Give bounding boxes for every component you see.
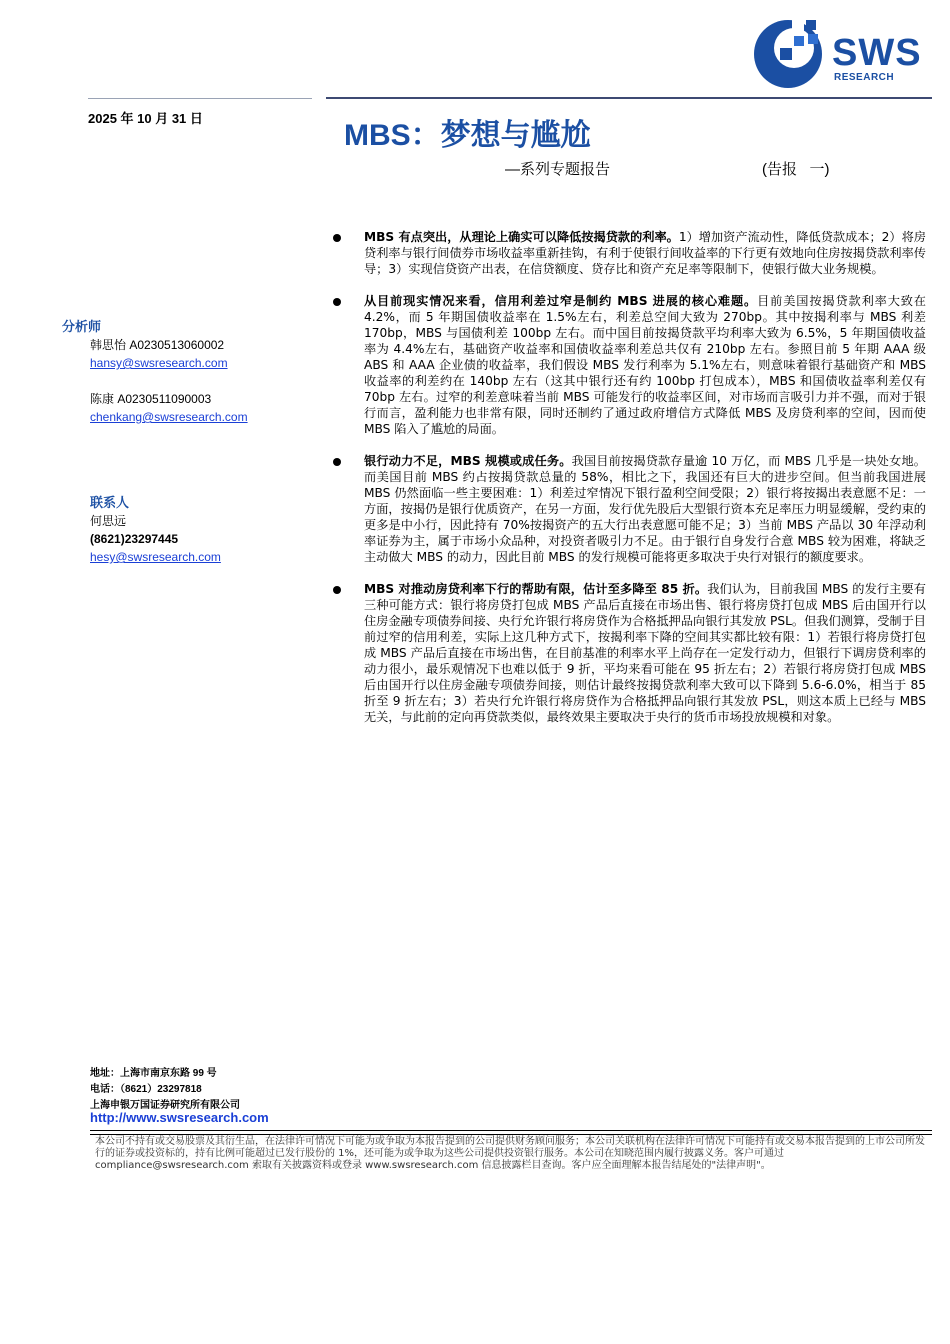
logo-subtext: RESEARCH bbox=[834, 72, 895, 83]
footer-rule bbox=[90, 1130, 932, 1131]
contact-title: 联系人 bbox=[90, 495, 130, 510]
report-type: (告报 一) bbox=[762, 161, 830, 178]
footer-url[interactable]: http://www.swsresearch.com bbox=[90, 1110, 269, 1125]
footer-rule bbox=[90, 1134, 932, 1135]
header-rule-left bbox=[88, 98, 312, 99]
key-point-lead: 从目前现实情况来看，信用利差过窄是制约 MBS 进展的核心难题。 bbox=[364, 294, 758, 308]
disclaimer: 本公司不持有或交易股票及其衍生品，在法律许可情况下可能为或争取为本报告提到的公司提供财务顾问服务；本公司关联机构在法律许可情况下可能持有或交易本报告提到的上市公司所发行的证券或投资标的，持有比例可能超过已发行股份的 1%，还可能为或争取为这些公司提供投资银行服务。本公司在知晓范围内履行披露义务。客户可通过 compliance@swsresearch.com 索取有关披露资料或登录 www.swsresearch.com 信息披露栏目查询。客户应全面理解本报告结尾处的"法律声明"。 bbox=[95, 1136, 925, 1171]
header-rule-right bbox=[326, 97, 932, 99]
analyst-2-name: 陈康 A0230511090003 bbox=[90, 392, 212, 406]
key-point bbox=[330, 293, 926, 437]
key-point bbox=[330, 581, 926, 725]
key-point-body: 我国目前按揭贷款存量逾 10 万亿，而 MBS 几乎是一块处女地。而美国目前 MBS 约占按揭贷款总量的 58%，相比之下，我国还有巨大的进步空间。但当前我国进展 MBS 仍然面临一些主要困难：1）利差过窄情况下银行盈利空间受限；2）银行将按揭出表意愿不足：一方面，按揭仍是银行优质资产，在另一方面，发行优先股后大型银行资本充足率压力明显缓解，受约束的更多是中小行，因此持有 70%按揭资产的五大行出表意愿可能不足；3）当前 MBS 产品以 30 年浮动利率证券为主，属于市场小众品种，对投资者吸引力不足。由于银行自身发行合意 MBS 较为困难，将缺乏主动做大 MBS 的动力，因此目前 MBS 的发行规模可能将更多取决于央行对银行的额度要求。 bbox=[364, 454, 926, 564]
footer-phone: 电话：（8621）23297818 bbox=[90, 1084, 202, 1095]
footer-company: 上海申银万国证券研究所有限公司 bbox=[90, 1100, 240, 1111]
bullet-dot-icon bbox=[333, 234, 341, 242]
key-point bbox=[330, 453, 926, 565]
contact-phone: (8621)23297445 bbox=[90, 532, 179, 546]
bullet-dot-icon bbox=[333, 458, 341, 466]
key-point-lead: MBS 对推动房贷利率下行的帮助有限，估计至多降至 85 折。 bbox=[364, 582, 708, 596]
report-title: MBS：梦想与尴尬 bbox=[344, 119, 591, 152]
key-points bbox=[330, 229, 926, 741]
report-date: 2025 年 10 月 31 日 bbox=[88, 111, 203, 126]
analyst-1-email[interactable]: hansy@swsresearch.com bbox=[90, 356, 228, 370]
key-point-body: 目前美国按揭贷款利率大致在 4.2%，而 5 年期国债收益率在 1.5%左右，利差总空间大致为 270bp。其中按揭利率与 MBS 利差 170bp，MBS 与国债利差 100bp 左右。而中国目前按揭贷款平均利率大致为 6.5%，5 年期国债收益率为 4.4%左右，基础资产收益率和国债收益率利差总共仅有 210bp 左右。参照目前 5 年期 AAA 级 ABS 和 AAA 企业债的收益率，我们假设 MBS 发行利率为 5.1%左右，则意味着银行基础资产和 MBS 收益率的利差约在 140bp 左右（这其中银行还有约 100bp 打包成本），MBS 和国债收益率利差仅有 70bp 左右。过窄的利差意味着当前 MBS 可能发行的收益率区间，对市场而言吸引力并不强，而对于银行而言，盈利能力也非常有限，同时还制约了通过政府增信方式降低 MBS 及房贷利率的空间，因而使 MBS 陷入了尴尬的局面。 bbox=[364, 294, 926, 436]
logo-text: SWS bbox=[832, 32, 922, 74]
footer-address: 地址：上海市南京东路 99 号 bbox=[90, 1068, 217, 1079]
bullet-dot-icon bbox=[333, 586, 341, 594]
key-point-lead: MBS 有点突出，从理论上确实可以降低按揭贷款的利率。 bbox=[364, 230, 679, 244]
analyst-1-name: 韩思怡 A0230513060002 bbox=[90, 338, 225, 352]
report-series: —系列专题报告 bbox=[505, 161, 611, 178]
analyst-2-email[interactable]: chenkang@swsresearch.com bbox=[90, 410, 248, 424]
key-point bbox=[330, 229, 926, 277]
contact-name: 何思远 bbox=[90, 514, 127, 528]
key-point-body: 我们认为，目前我国 MBS 的发行主要有三种可能方式：银行将房贷打包成 MBS 产品后直接在市场出售、银行将房贷打包成 MBS 后由国开行以住房金融专项债券间接、央行允许银行将房贷作为合格抵押品向银行其发放 PSL。但我们测算，受制于目前过窄的信用利差，实际上这几种方式下，按揭利率下降的空间其实都比较有限：1）若银行将房贷打包成 MBS 产品后直接在市场出售，在目前基准的利率水平上尚存在一定发行动力，但银行下调房贷利率的动力很小，最乐观情况下也难以低于 9 折，平均来看可能在 95 折左右；2）若银行将房贷打包成 MBS 后由国开行以住房金融专项债券间接，则估计最终按揭贷款利率大致可以下降到 5.6-6.0%，相当于 85 折至 9 折左右；3）若央行允许银行将房贷作为合格抵押品向银行其发放 PSL，则这本质上已经与 MBS 无关，与此前的定向再贷款类似，最终效果主要取决于央行的货币市场投放规模和对象。 bbox=[364, 582, 926, 724]
bullet-dot-icon bbox=[333, 298, 341, 306]
contact-section bbox=[90, 494, 221, 566]
contact-email[interactable]: hesy@swsresearch.com bbox=[90, 550, 221, 564]
key-point-body: 1）增加资产流动性，降低贷款成本；2）将房贷利率与银行间债券市场收益率重新挂钩，有利于使银行间收益率的下行更有效地向住房按揭贷款利率传导；3）实现信贷资产出表，在信贷额度、贷存比和资产充足率等限制下，使银行做大业务规模。 bbox=[364, 230, 926, 276]
key-point-lead: 银行动力不足，MBS 规模或成任务。 bbox=[364, 454, 572, 468]
analysts-title: 分析师 bbox=[62, 319, 102, 334]
analysts-section bbox=[62, 318, 248, 426]
